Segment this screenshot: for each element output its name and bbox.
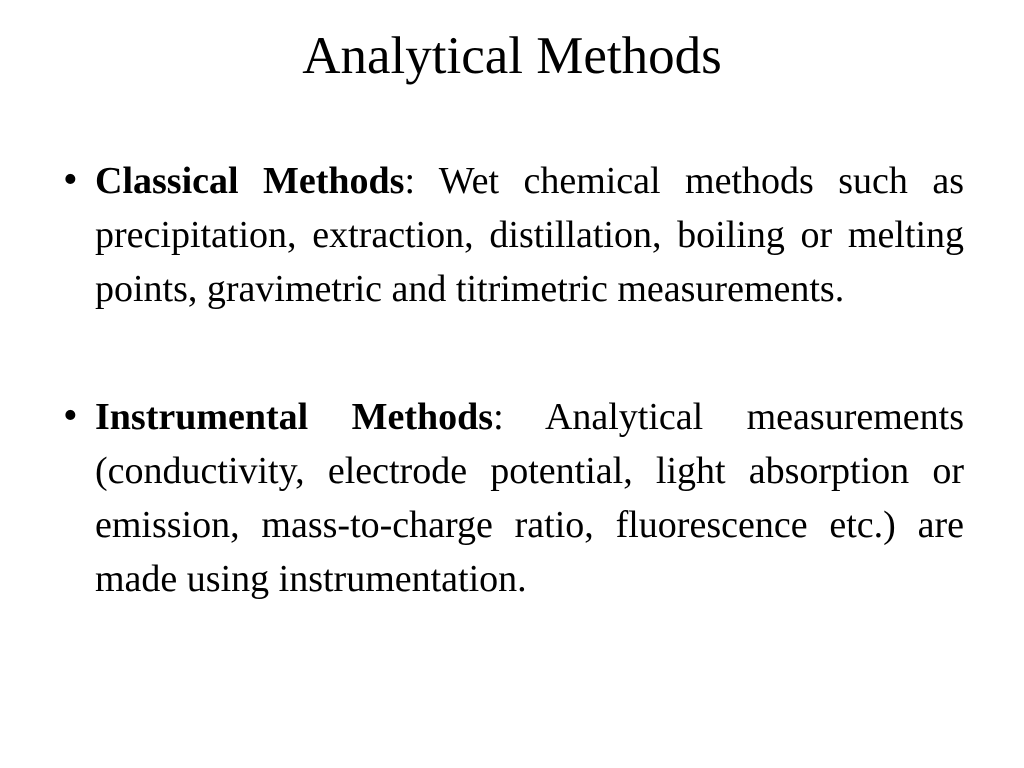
bullet-instrumental-methods — [60, 390, 964, 606]
bullet-text: Analytical measurements (conductivity, electrode potential, light absorption or emission, mass-to-charge ratio, fluorescence etc.) are made using instrumentation. — [95, 396, 964, 600]
bullet-term: Classical Methods — [95, 160, 405, 202]
bullet-list — [60, 154, 964, 606]
bullet-separator: : — [404, 160, 416, 202]
slide-title: Analytical Methods — [302, 27, 722, 85]
bullet-term: Instrumental Methods — [95, 396, 494, 438]
bullet-dot-icon: • — [63, 393, 78, 439]
bullet-text: Wet chemical methods such as precipitation, extraction, distillation, boiling or melting points, gravimetric and titrimetric measurements. — [95, 160, 965, 310]
bullet-classical-methods — [60, 154, 964, 316]
bullet-separator: : — [493, 396, 504, 438]
bullet-dot-icon: • — [63, 157, 78, 203]
